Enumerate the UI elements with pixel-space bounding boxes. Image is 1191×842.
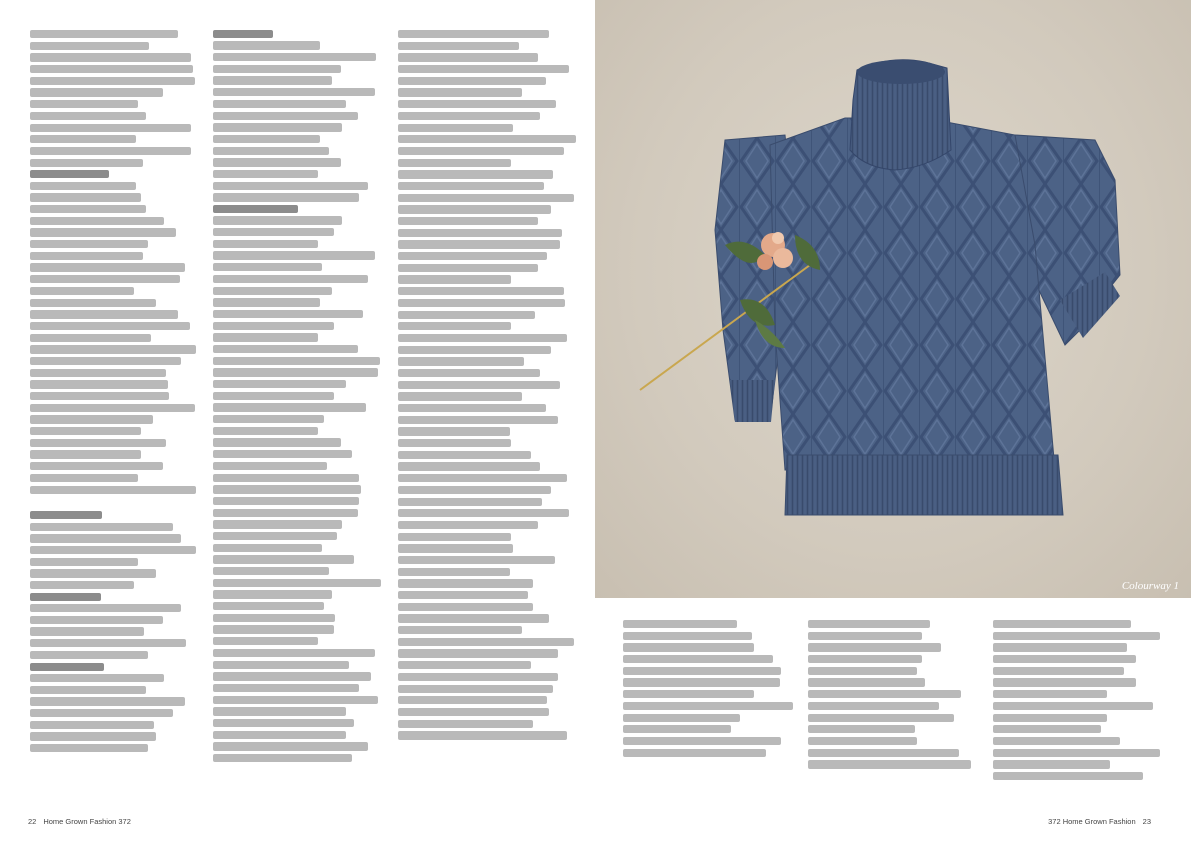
blurred-text-line — [398, 217, 538, 225]
blurred-text-line — [30, 486, 196, 494]
blurred-text-line — [808, 737, 917, 745]
blurred-text-line — [213, 275, 368, 283]
blurred-text-line — [213, 661, 349, 669]
blurred-text-line — [213, 509, 358, 517]
blurred-text-line — [808, 690, 961, 698]
blurred-text-line — [30, 474, 138, 482]
blurred-text-line — [213, 100, 346, 108]
blurred-text-line — [30, 450, 141, 458]
blurred-text-line — [623, 632, 752, 640]
magazine-title-right: 372 Home Grown Fashion — [1048, 817, 1136, 826]
blurred-text-line — [808, 749, 959, 757]
blurred-text-line — [398, 626, 522, 634]
photo-caption: Colourway 1 — [1121, 580, 1179, 592]
blurred-text-line — [30, 30, 178, 38]
blurred-text-line — [213, 579, 381, 587]
blurred-text-line — [398, 88, 522, 96]
blurred-text-line — [30, 310, 178, 318]
blurred-text-line — [398, 556, 555, 564]
blurred-text-line — [213, 590, 332, 598]
blurred-text-line — [993, 714, 1107, 722]
blurred-text-line — [213, 322, 334, 330]
blurred-text-line — [398, 568, 510, 576]
blurred-text-line — [398, 427, 510, 435]
pattern-text-column-6 — [993, 620, 1165, 784]
blurred-text-line — [30, 439, 166, 447]
blurred-text-line — [398, 135, 576, 143]
blurred-text-line — [213, 228, 334, 236]
pattern-text-column-1 — [30, 30, 198, 756]
blurred-text-line — [213, 240, 318, 248]
blurred-text-line — [398, 182, 544, 190]
blurred-text-line — [213, 567, 329, 575]
blurred-text-line — [213, 135, 320, 143]
blurred-text-line — [213, 112, 358, 120]
blurred-text-line — [30, 415, 153, 423]
blurred-text-line — [398, 498, 542, 506]
blurred-text-line — [213, 345, 358, 353]
blurred-heading-line — [30, 593, 101, 601]
blurred-text-line — [213, 147, 329, 155]
blurred-text-line — [808, 632, 922, 640]
blurred-text-line — [30, 205, 146, 213]
blurred-text-line — [30, 299, 156, 307]
blurred-text-line — [30, 721, 154, 729]
blurred-text-line — [398, 614, 549, 622]
blurred-text-line — [398, 229, 562, 237]
blurred-text-line — [993, 655, 1136, 663]
page-number-right: 23 — [1142, 817, 1151, 826]
blurred-text-line — [30, 217, 164, 225]
blurred-text-line — [398, 275, 511, 283]
blurred-text-line — [213, 485, 361, 493]
blurred-text-line — [30, 334, 151, 342]
blurred-text-line — [398, 322, 511, 330]
left-page — [0, 0, 595, 842]
blurred-text-line — [213, 637, 318, 645]
blurred-text-line — [30, 135, 136, 143]
blurred-text-line — [30, 558, 138, 566]
blurred-text-line — [398, 381, 560, 389]
blurred-text-line — [213, 251, 375, 259]
blurred-text-line — [30, 627, 144, 635]
blurred-text-line — [623, 667, 781, 675]
blurred-text-line — [623, 643, 754, 651]
blurred-text-line — [398, 696, 547, 704]
blurred-text-line — [213, 41, 320, 49]
blurred-text-line — [30, 427, 141, 435]
blurred-text-line — [30, 569, 156, 577]
blurred-text-line — [213, 88, 375, 96]
right-page — [595, 0, 1191, 842]
blurred-text-line — [398, 521, 538, 529]
blurred-text-line — [398, 65, 569, 73]
blurred-text-line — [398, 334, 567, 342]
blurred-text-line — [213, 719, 354, 727]
blurred-text-line — [213, 333, 318, 341]
blurred-heading-line — [30, 663, 104, 671]
blurred-text-line — [213, 614, 335, 622]
blurred-text-line — [398, 685, 553, 693]
blurred-text-line — [213, 427, 318, 435]
blurred-text-line — [398, 42, 519, 50]
blurred-text-line — [993, 772, 1143, 780]
blurred-text-line — [398, 404, 546, 412]
blurred-text-line — [398, 194, 574, 202]
blurred-text-line — [213, 602, 324, 610]
blurred-text-line — [398, 579, 533, 587]
blurred-text-line — [398, 451, 531, 459]
blurred-text-line — [398, 100, 556, 108]
blurred-text-line — [30, 275, 180, 283]
footer-left — [28, 817, 138, 826]
blurred-text-line — [398, 124, 513, 132]
blurred-text-line — [623, 749, 766, 757]
blurred-text-line — [993, 643, 1127, 651]
blurred-text-line — [398, 240, 560, 248]
blurred-text-line — [30, 42, 149, 50]
blurred-text-line — [213, 158, 341, 166]
blurred-text-line — [808, 760, 971, 768]
blurred-text-line — [213, 123, 342, 131]
blurred-text-line — [213, 474, 359, 482]
blurred-text-line — [213, 193, 359, 201]
blurred-text-line — [808, 702, 939, 710]
blurred-text-line — [623, 620, 737, 628]
blurred-text-line — [808, 620, 930, 628]
blurred-text-line — [30, 744, 148, 752]
blurred-text-line — [398, 53, 538, 61]
blurred-text-line — [398, 159, 511, 167]
blurred-text-line — [30, 369, 166, 377]
blurred-text-line — [30, 357, 181, 365]
blurred-text-line — [213, 731, 346, 739]
blurred-text-line — [213, 170, 318, 178]
blurred-text-line — [993, 620, 1131, 628]
blurred-text-line — [398, 462, 540, 470]
blurred-text-line — [213, 216, 342, 224]
blurred-text-line — [213, 403, 366, 411]
blurred-text-line — [623, 725, 731, 733]
blurred-text-line — [398, 439, 511, 447]
blurred-text-line — [213, 76, 332, 84]
blurred-text-line — [30, 65, 193, 73]
blurred-text-line — [213, 415, 324, 423]
blurred-text-line — [213, 380, 346, 388]
blurred-text-line — [993, 667, 1124, 675]
blurred-heading-line — [30, 170, 109, 178]
blurred-text-line — [623, 702, 793, 710]
blurred-text-line — [993, 737, 1120, 745]
blurred-text-line — [398, 533, 511, 541]
blurred-text-line — [213, 707, 346, 715]
blurred-text-line — [213, 357, 380, 365]
blurred-text-line — [398, 509, 569, 517]
blurred-text-line — [623, 737, 781, 745]
blurred-text-line — [993, 749, 1160, 757]
blurred-text-line — [398, 170, 553, 178]
blurred-text-line — [30, 651, 148, 659]
blurred-text-line — [398, 544, 513, 552]
blurred-text-line — [30, 581, 134, 589]
blurred-text-line — [213, 263, 322, 271]
page-number-left: 22 — [28, 817, 37, 826]
blurred-text-line — [30, 112, 146, 120]
blurred-text-line — [213, 544, 322, 552]
blurred-text-line — [398, 591, 528, 599]
blurred-text-line — [398, 474, 567, 482]
blurred-text-line — [213, 672, 371, 680]
blurred-text-line — [213, 462, 327, 470]
blurred-text-line — [30, 100, 138, 108]
pattern-text-column-3 — [398, 30, 578, 743]
blurred-text-line — [30, 546, 196, 554]
blurred-text-line — [30, 380, 168, 388]
pattern-text-column-5 — [808, 620, 978, 772]
blurred-text-line — [213, 684, 359, 692]
blurred-text-line — [398, 299, 565, 307]
blurred-text-line — [30, 462, 163, 470]
paragraph-gap — [30, 497, 198, 511]
blurred-text-line — [398, 673, 558, 681]
blurred-text-line — [993, 702, 1153, 710]
blurred-text-line — [30, 345, 196, 353]
blurred-text-line — [30, 182, 136, 190]
blurred-text-line — [30, 124, 191, 132]
blurred-text-line — [398, 264, 538, 272]
blurred-text-line — [213, 555, 354, 563]
blurred-text-line — [213, 649, 375, 657]
blurred-text-line — [398, 486, 551, 494]
blurred-text-line — [398, 77, 546, 85]
blurred-text-line — [808, 667, 917, 675]
blurred-heading-line — [213, 30, 273, 38]
blurred-text-line — [30, 240, 148, 248]
blurred-text-line — [30, 88, 163, 96]
blurred-text-line — [398, 369, 540, 377]
blurred-text-line — [30, 322, 190, 330]
blurred-text-line — [808, 714, 954, 722]
blurred-text-line — [398, 661, 531, 669]
blurred-text-line — [398, 147, 564, 155]
blurred-text-line — [30, 604, 181, 612]
blurred-text-line — [213, 625, 334, 633]
blurred-text-line — [213, 438, 341, 446]
blurred-text-line — [30, 252, 143, 260]
blurred-text-line — [30, 287, 134, 295]
blurred-text-line — [993, 690, 1107, 698]
blurred-text-line — [808, 725, 915, 733]
blurred-text-line — [30, 77, 195, 85]
blurred-text-line — [398, 638, 574, 646]
pattern-text-column-4 — [623, 620, 795, 760]
blurred-text-line — [213, 696, 378, 704]
blurred-text-line — [808, 643, 941, 651]
blurred-text-line — [30, 639, 186, 647]
blurred-text-line — [30, 523, 173, 531]
blurred-text-line — [213, 520, 342, 528]
blurred-text-line — [398, 720, 533, 728]
blurred-text-line — [213, 65, 341, 73]
blurred-text-line — [398, 30, 549, 38]
blurred-text-line — [30, 228, 176, 236]
blurred-text-line — [30, 147, 191, 155]
blurred-text-line — [213, 754, 352, 762]
blurred-text-line — [623, 714, 740, 722]
sweater-illustration — [595, 0, 1191, 598]
blurred-text-line — [993, 678, 1136, 686]
blurred-text-line — [623, 690, 754, 698]
blurred-text-line — [30, 709, 173, 717]
blurred-text-line — [213, 298, 320, 306]
blurred-text-line — [808, 655, 922, 663]
blurred-text-line — [398, 252, 547, 260]
blurred-text-line — [808, 678, 925, 686]
blurred-text-line — [30, 674, 164, 682]
blurred-text-line — [213, 450, 352, 458]
blurred-text-line — [213, 368, 378, 376]
blurred-text-line — [398, 357, 524, 365]
blurred-text-line — [398, 311, 535, 319]
blurred-text-line — [30, 697, 185, 705]
blurred-text-line — [398, 708, 549, 716]
blurred-text-line — [398, 346, 551, 354]
blurred-text-line — [398, 112, 540, 120]
blurred-text-line — [30, 732, 156, 740]
blurred-text-line — [398, 205, 551, 213]
blurred-heading-line — [213, 205, 298, 213]
blurred-text-line — [30, 53, 191, 61]
magazine-title-left: Home Grown Fashion 372 — [43, 817, 131, 826]
sweater-photo — [595, 0, 1191, 598]
blurred-text-line — [398, 287, 564, 295]
blurred-text-line — [213, 532, 337, 540]
blurred-text-line — [213, 182, 368, 190]
blurred-text-line — [213, 497, 359, 505]
blurred-text-line — [213, 287, 332, 295]
blurred-text-line — [30, 686, 146, 694]
blurred-text-line — [30, 616, 163, 624]
blurred-text-line — [623, 655, 773, 663]
blurred-text-line — [30, 404, 195, 412]
blurred-text-line — [993, 760, 1110, 768]
blurred-text-line — [993, 725, 1101, 733]
blurred-text-line — [213, 742, 368, 750]
blurred-text-line — [398, 649, 558, 657]
blurred-text-line — [30, 534, 181, 542]
sweater-body — [770, 118, 1055, 470]
blurred-text-line — [623, 678, 780, 686]
blurred-text-line — [398, 603, 533, 611]
blurred-text-line — [30, 193, 141, 201]
blurred-text-line — [30, 159, 143, 167]
blurred-text-line — [398, 416, 558, 424]
blurred-text-line — [30, 263, 185, 271]
blurred-text-line — [993, 632, 1160, 640]
blurred-text-line — [30, 392, 169, 400]
blurred-text-line — [213, 392, 334, 400]
pattern-text-column-2 — [213, 30, 383, 766]
footer-right — [1048, 817, 1158, 826]
blurred-text-line — [213, 310, 363, 318]
blurred-text-line — [398, 731, 567, 739]
blurred-text-line — [398, 392, 522, 400]
blurred-text-line — [213, 53, 376, 61]
blurred-heading-line — [30, 511, 102, 519]
